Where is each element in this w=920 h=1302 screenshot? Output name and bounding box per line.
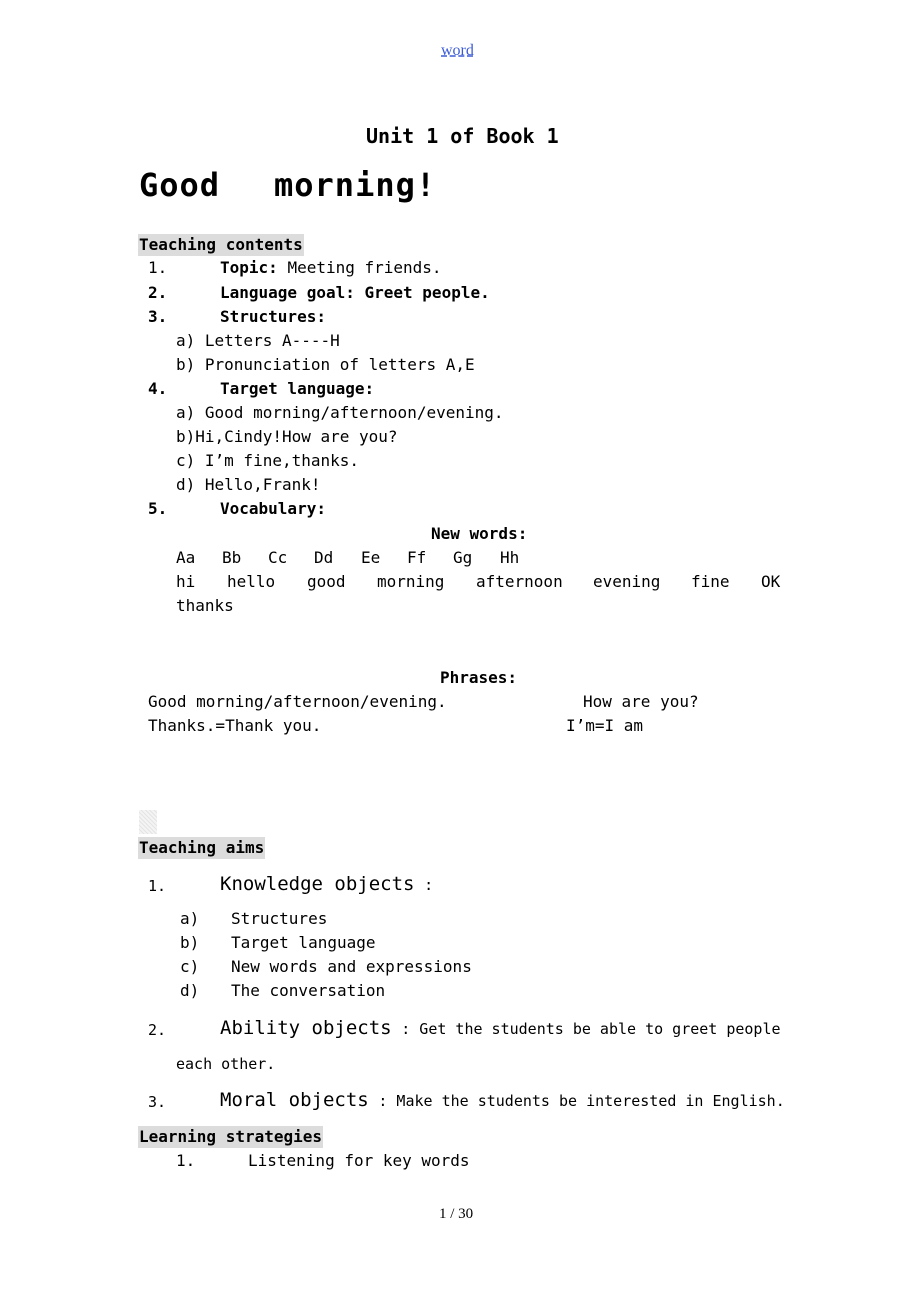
header-link[interactable]: word xyxy=(441,42,474,59)
vocab-word: evening xyxy=(593,572,661,591)
letter-pair: Aa xyxy=(176,548,196,567)
list-number: 3. xyxy=(148,1093,167,1111)
aim-label: Moral objects xyxy=(220,1089,369,1111)
content-item-structures: Structures: xyxy=(220,307,326,326)
content-item-target-language: Target language: xyxy=(220,379,375,398)
list-number: 2. xyxy=(148,1021,167,1039)
item-label: Language goal: xyxy=(220,283,355,302)
vocab-word: fine xyxy=(691,572,730,591)
letter-pair: Cc xyxy=(268,548,288,567)
section-heading-teaching-aims: Teaching aims xyxy=(139,838,265,857)
list-number: 2. xyxy=(148,283,168,302)
target-language-sub-b: b)Hi,Cindy!How are you? xyxy=(176,427,398,446)
new-words-heading: New words: xyxy=(431,524,528,543)
aim-sub-text: New words and expressions xyxy=(231,957,472,976)
list-number: 3. xyxy=(148,307,168,326)
lesson-title-word1: Good xyxy=(139,166,221,204)
strategy-item: Listening for key words xyxy=(248,1151,470,1170)
phrase: Thanks.=Thank you. xyxy=(148,716,322,735)
letter-pair: Ff xyxy=(407,548,427,567)
section-heading-learning-strategies: Learning strategies xyxy=(139,1127,323,1146)
aim-sub-mark: d) xyxy=(180,981,200,1000)
phrase: I’m=I am xyxy=(566,716,644,735)
structures-sub-b: b) Pronunciation of letters A,E xyxy=(176,355,475,374)
structures-sub-a: a) Letters A----H xyxy=(176,331,340,350)
aim-text-continued: each other. xyxy=(176,1055,276,1073)
letter-pair: Gg xyxy=(453,548,473,567)
phrase: Good morning/afternoon/evening. xyxy=(148,692,447,711)
aim-moral-objects xyxy=(220,1088,785,1113)
vocab-word: afternoon xyxy=(476,572,563,591)
phrase: How are you? xyxy=(583,692,699,711)
target-language-sub-c: c) I’m fine,thanks. xyxy=(176,451,360,470)
letter-pair: Dd xyxy=(314,548,334,567)
vocab-word: OK xyxy=(761,572,781,591)
item-text: Greet people. xyxy=(364,283,490,302)
letter-pair: Ee xyxy=(361,548,381,567)
vocab-word: morning xyxy=(377,572,445,591)
unit-title: Unit 1 of Book 1 xyxy=(366,124,559,148)
list-number: 1. xyxy=(176,1151,196,1170)
phrases-heading: Phrases: xyxy=(440,668,518,687)
letter-pair: Bb xyxy=(222,548,242,567)
aim-colon: : xyxy=(424,876,434,894)
list-number: 5. xyxy=(148,499,168,518)
vocab-word: hi xyxy=(176,572,196,591)
aim-text: : Make the students be interested in English. xyxy=(378,1092,785,1110)
vocab-word: hello xyxy=(227,572,276,591)
lesson-title-word2: morning! xyxy=(274,166,437,204)
content-item-topic xyxy=(220,258,442,278)
list-number: 1. xyxy=(148,258,168,277)
aim-label: Knowledge objects xyxy=(220,873,415,895)
item-label: Topic: xyxy=(220,258,278,277)
target-language-sub-d: d) Hello,Frank! xyxy=(176,475,321,494)
section-heading-teaching-contents: Teaching contents xyxy=(139,235,303,254)
aim-sub-text: The conversation xyxy=(231,981,386,1000)
aim-text: : Get the students be able to greet people xyxy=(401,1020,781,1038)
list-number: 4. xyxy=(148,379,168,398)
vocab-word: thanks xyxy=(176,596,234,615)
aim-sub-text: Target language xyxy=(231,933,376,952)
aim-knowledge-objects xyxy=(220,872,433,897)
list-number: 1. xyxy=(148,877,167,895)
aim-label: Ability objects xyxy=(220,1017,392,1039)
aim-sub-mark: b) xyxy=(180,933,200,952)
item-text: Meeting friends. xyxy=(287,258,442,277)
aim-sub-mark: a) xyxy=(180,909,200,928)
content-item-language-goal xyxy=(220,283,490,303)
page-number: 1 / 30 xyxy=(439,1206,474,1222)
target-language-sub-a: a) Good morning/afternoon/evening. xyxy=(176,403,504,422)
shading-mark xyxy=(139,810,157,834)
vocab-word: good xyxy=(307,572,346,591)
content-item-vocabulary: Vocabulary: xyxy=(220,499,326,518)
aim-ability-objects xyxy=(220,1016,781,1041)
aim-sub-mark: c) xyxy=(180,957,200,976)
aim-sub-text: Structures xyxy=(231,909,328,928)
letter-pair: Hh xyxy=(500,548,520,567)
